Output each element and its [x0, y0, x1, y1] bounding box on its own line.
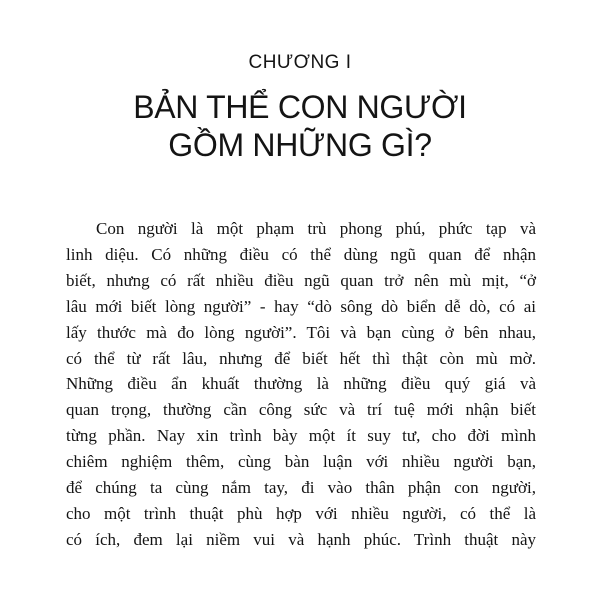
paragraph-line: để chúng ta cùng nắm tay, đi vào thân phận con người, [66, 478, 536, 498]
chapter-title [0, 88, 600, 164]
paragraph-line: có ích, đem lại niềm vui và hạnh phúc. Trình thuật này [66, 529, 536, 549]
paragraph-line: có thể từ rất lâu, nhưng để biết hết thì thật còn mù mờ. [66, 348, 536, 368]
paragraph-line: Con người là một phạm trù phong phú, phức tạp và [96, 219, 536, 238]
paragraph-line: chiêm nghiệm thêm, cùng bàn luận với nhiều người bạn, [66, 452, 536, 472]
paragraph-line: quan trọng, thường cần công sức và trí tuệ mới nhận biết [66, 400, 536, 420]
chapter-label: CHƯƠNG I [248, 52, 352, 73]
chapter-title-line: GỒM NHỮNG GÌ? [168, 127, 432, 163]
paragraph-line: Những điều ẩn khuất thường là những điều quý giá và [66, 374, 536, 394]
paragraph-line: lấy thước mà đo lòng người”. Tôi và bạn cùng ở bên nhau, [66, 322, 536, 342]
paragraph-line: biết, nhưng có rất nhiều điều ngũ quan trở nên mù mịt, “ở [66, 270, 536, 290]
paragraph-line: linh diệu. Có những điều có thể dùng ngũ quan để nhận [66, 244, 536, 264]
paragraph-line: cho một trình thuật phù hợp với nhiều người, có thể là [66, 503, 536, 523]
body-paragraph [66, 216, 536, 553]
paragraph-line: lâu mới biết lòng người” - hay “dò sông dò biển dễ dò, có ai [66, 296, 536, 316]
chapter-title-line: BẢN THỂ CON NGƯỜI [133, 89, 467, 125]
paragraph-line: từng phần. Nay xin trình bày một ít suy tư, cho đời mình [66, 426, 536, 446]
